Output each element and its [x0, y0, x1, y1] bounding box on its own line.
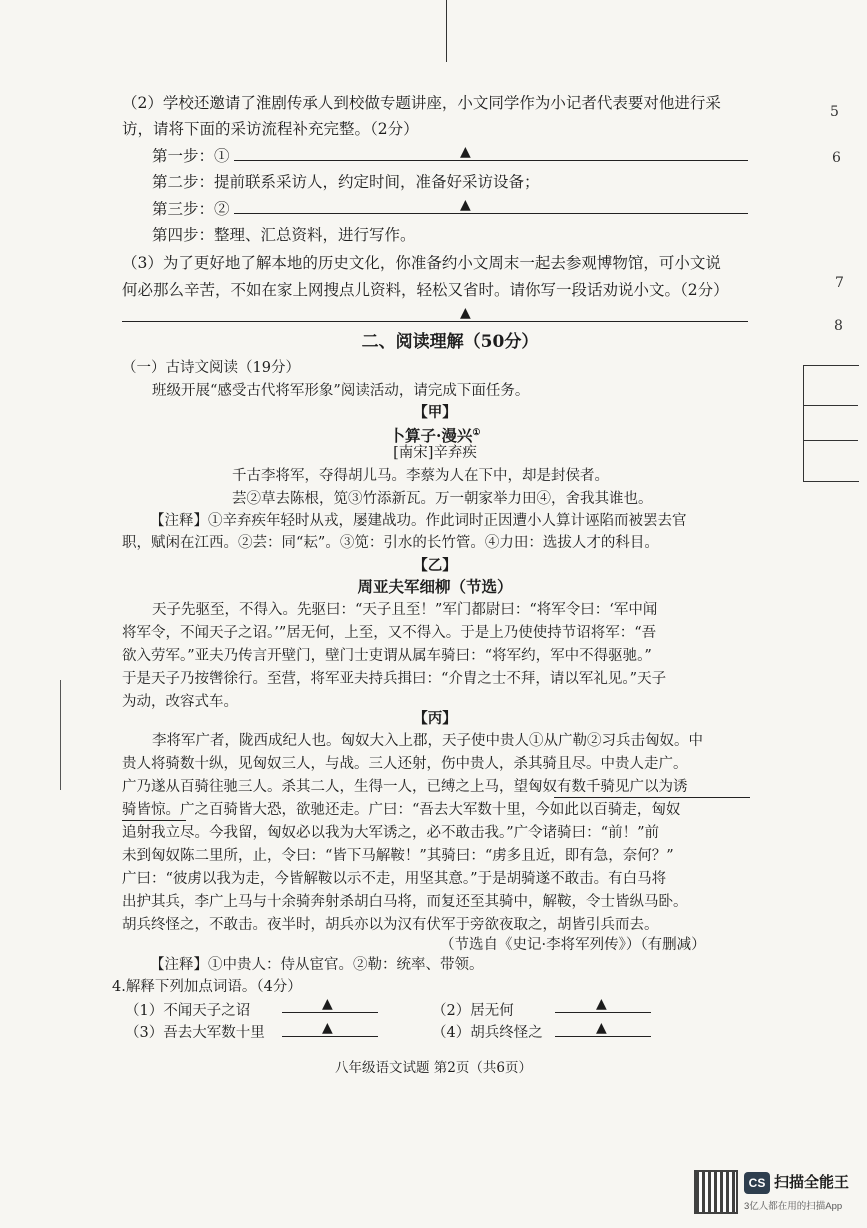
bing-line: 出护其兵，李广上马与十余骑奔射杀胡白马将，而复还至其骑中，解鞍，令士皆纵马卧。: [122, 894, 688, 910]
jia-title-text: 卜算子·漫兴: [389, 426, 473, 446]
jia-note-line2: 职，赋闲在江西。②芸：同“耘”。③笕：引水的长竹管。④力田：选拔人才的科目。: [122, 535, 659, 551]
q4-item: （2）居无何: [432, 1003, 514, 1019]
jia-title-note: ①: [472, 428, 481, 438]
jia-author: [南宋]辛弃疾: [393, 445, 477, 461]
q3-line2: 何必那么辛苦，不如在家上网搜点儿资料，轻松又省时。请你写一段话劝说小文。（2分）: [122, 281, 729, 299]
qr-code-icon: [694, 1170, 738, 1214]
q3-line1: （3）为了更好地了解本地的历史文化，你准备约小文周末一起去参观博物馆，可小文说: [122, 254, 721, 272]
q4-item: （4）胡兵终怪之: [432, 1025, 543, 1041]
scanner-tagline: 3亿人都在用的扫描App: [744, 1201, 843, 1212]
jia-label: 【甲】: [413, 404, 457, 421]
yi-title: 周亚夫军细柳（节选）: [357, 577, 513, 596]
jia-poem-line1: 千古李将军，夺得胡儿马。李蔡为人在下中，却是封侯者。: [232, 468, 609, 484]
bing-line: 贵人将骑数十纵，见匈奴三人，与战。三人还射，伤中贵人，杀其骑且尽。中贵人走广。: [122, 756, 688, 772]
jia-note-line1: 【注释】①辛弃疾年轻时从戎，屡建战功。作此词时正因遭小人算计诬陷而被罢去官: [150, 513, 687, 529]
bing-line: 广曰：“彼虏以我为走，今皆解鞍以示不走，用坚其意。”于是胡骑遂不敢击。有白马将: [122, 871, 667, 887]
q4-stem: 4.解释下列加点词语。（4分）: [112, 979, 302, 995]
scanner-brand: 扫描全能王: [774, 1174, 850, 1191]
yi-line: 于是天子乃按辔徐行。至营，将军亚夫持兵揖曰：“介胄之士不拜，请以军礼见。”天子: [122, 671, 667, 687]
q2-step4: 第四步：整理、汇总资料，进行写作。: [152, 226, 416, 244]
left-margin-mark: [60, 680, 61, 790]
q4-answer-line-3[interactable]: [282, 1036, 378, 1037]
yi-line: 将军令，不闻天子之诏。’”居无何，上至，又不得入。于是上乃使使持节诏将军：“吾: [122, 625, 657, 641]
bing-line: 未到匈奴陈二里所，止，令曰：“皆下马解鞍！”其骑曰：“虏多且近，即有急，奈何？”: [122, 848, 674, 864]
scanner-watermark: [694, 1168, 864, 1224]
q2-step3-label: 第三步：②: [152, 200, 230, 218]
answer-triangle-icon: ▲: [460, 305, 471, 321]
bing-line: 骑皆惊。广之百骑皆大恐，欲驰还走。广曰：“吾去大军数十里，今如此以百骑走，匈奴: [122, 802, 681, 818]
section-title: 二、阅读理解（50分）: [361, 332, 539, 352]
cs-badge: CS: [744, 1172, 770, 1194]
yi-line: 欲入劳军。”亚夫乃传言开壁门，壁门士吏谓从属车骑曰：“将军约，军中不得驱驰。”: [122, 648, 652, 664]
q3-answer-line[interactable]: [122, 321, 748, 322]
bing-line: 追射我立尽。今我留，匈奴必以我为大军诱之，必不敢击我。”广令诸骑曰：“前！”前: [122, 825, 659, 841]
fold-line: [446, 0, 447, 62]
answer-triangle-icon: ▲: [322, 1020, 333, 1036]
page-footer: 八年级语文试题 第2页（共6页）: [335, 1060, 532, 1076]
bing-note: 【注释】①中贵人：侍从宦官。②勒：统率、带领。: [150, 957, 484, 973]
q2-intro-line1: （2）学校还邀请了淮剧传承人到校做专题讲座，小文同学作为小记者代表要对他进行采: [122, 94, 721, 112]
q4-answer-line-2[interactable]: [555, 1012, 651, 1013]
exam-page: 5 6 7 8 （2）学校还邀请了淮剧传承人到校做专题讲座，小文同学作为小记者代表要对他进行采 访，请将下面的采访流程补充完整。（2分） 第一步：① ▲ 第二步：提前联系采访人，约定时间，准备好采访设备； 第三步：② ▲ 第四步：整理、汇总资料，进行写作。 （3）为了更好地了解本地的历史文化，你准备约小文周末一起去参观博物馆，可小文说 何必那么辛苦，不如在家上网搜点儿资料，轻松又省时。请你写一段话劝说小文。（2分） ▲ 二、阅读理解（50分） （一）古诗文阅读（19分） 班级开展“感受古代将军形象”阅读活动，请完成下面任务。 【甲】 卜算子·漫兴① [南宋]辛弃疾 千古李将军，夺得胡儿马。李蔡为人在下中，却是封侯者。 芸②草去陈根，笕③竹添新瓦。万一朝家举力田④，舍我其谁也。 【注释】①辛弃疾年轻时从戎，屡建战功。作此词时正因遭小人算计诬陷而被罢去官 职，赋闲在江西。②芸：同“耘”。③笕：引水的长竹管。④力田：选拔人才的科目。 【乙】 周亚夫军细柳（节选） 天子先驱至，不得入。先驱曰：“天子且至！”军门都尉曰：“将军令曰：‘军中闻 将军令，不闻天子之诏。’”居无何，上至，又不得入。于是上乃使使持节诏将军：“吾 欲入劳军。”亚夫乃传言开壁门，壁门士吏谓从属车骑曰：“将军约，军中不得驱驰。” 于是天子乃按辔徐行。至营，将军亚夫持兵揖曰：“介胄之士不拜，请以军礼见。”天子 为动，改容式车。 【丙】 李将军广者，陇西成纪人也。匈奴大入上郡，天子使中贵人①从广勒②习兵击匈奴。中 贵人将骑数十纵，见匈奴三人，与战。三人还射，伤中贵人，杀其骑且尽。中贵人走广。 广乃遂从百骑往驰三人。杀其二人，生得一人，已缚之上马，望匈奴有数千骑见广以为诱 骑皆惊。广之百骑皆大恐，欲驰还走。广曰：“吾去大军数十里，今如此以百骑走，匈奴 追射我立尽。今我留，匈奴必以我为大军诱之，必不敢击我。”广令诸骑曰：“前！”前 未到匈奴陈二里所，止，令曰：“皆下马解鞍！”其骑曰：“虏多且近，即有急，奈何？” 广曰：“彼虏以我为走，今皆解鞍以示不走，用坚其意。”于是胡骑遂不敢击。有白马将 出护其兵，李广上马与十余骑奔射杀胡白马将，而复还至其骑中，解鞍，令士皆纵马卧。 胡兵终怪之，不敢击。夜半时，胡兵亦以为汉有伏军于旁欲夜取之，胡皆引兵而去。 （节选自《史记·李将军列传》）（有删减） 【注释】①中贵人：侍从宦官。②勒：统率、带领。 4.解释下列加点词语。（4分） （1）不闻天子之诏 ▲ （2）居无何 ▲ （3）吾去大军数十里 ▲ （4）胡兵终怪之 ▲ 八年级语文试题 第2页（共6页） CS 扫描全能王 3亿人都在用的扫描App: [0, 0, 867, 1228]
section-task: 班级开展“感受古代将军形象”阅读活动，请完成下面任务。: [152, 383, 530, 399]
q2-step3-answer-line[interactable]: [234, 213, 748, 214]
bing-underline: [122, 820, 186, 821]
q2-step1-label: 第一步：①: [152, 147, 230, 165]
answer-triangle-icon: ▲: [460, 197, 471, 213]
bing-underline: [554, 797, 750, 798]
section-sub1: （一）古诗文阅读（19分）: [122, 360, 300, 376]
q2-intro-line2: 访，请将下面的采访流程补充完整。（2分）: [122, 120, 419, 138]
yi-line: 天子先驱至，不得入。先驱曰：“天子且至！”军门都尉曰：“将军令曰：‘军中闻: [152, 602, 658, 618]
q4-answer-line-4[interactable]: [555, 1036, 651, 1037]
yi-label: 【乙】: [413, 557, 457, 574]
jia-poem-line2: 芸②草去陈根，笕③竹添新瓦。万一朝家举力田④，舍我其谁也。: [232, 491, 653, 507]
answer-triangle-icon: ▲: [596, 996, 607, 1012]
bing-label: 【丙】: [413, 710, 457, 727]
answer-triangle-icon: ▲: [596, 1020, 607, 1036]
q4-item: （1）不闻天子之诏: [125, 1003, 251, 1019]
q2-step1-answer-line[interactable]: [234, 160, 748, 161]
bing-line: 胡兵终怪之，不敢击。夜半时，胡兵亦以为汉有伏军于旁欲夜取之，胡皆引兵而去。: [122, 917, 659, 933]
answer-triangle-icon: ▲: [322, 996, 333, 1012]
answer-triangle-icon: ▲: [460, 144, 471, 160]
q4-answer-line-1[interactable]: [282, 1012, 378, 1013]
bing-line: 广乃遂从百骑往驰三人。杀其二人，生得一人，已缚之上马，望匈奴有数千骑见广以为诱: [122, 779, 688, 795]
q4-item: （3）吾去大军数十里: [125, 1025, 265, 1041]
bing-line: 李将军广者，陇西成纪人也。匈奴大入上郡，天子使中贵人①从广勒②习兵击匈奴。中: [152, 733, 703, 749]
yi-line: 为动，改容式车。: [122, 694, 238, 710]
bing-source: （节选自《史记·李将军列传》）（有删减）: [440, 937, 706, 953]
q2-step2: 第二步：提前联系采访人，约定时间，准备好采访设备；: [152, 173, 540, 191]
